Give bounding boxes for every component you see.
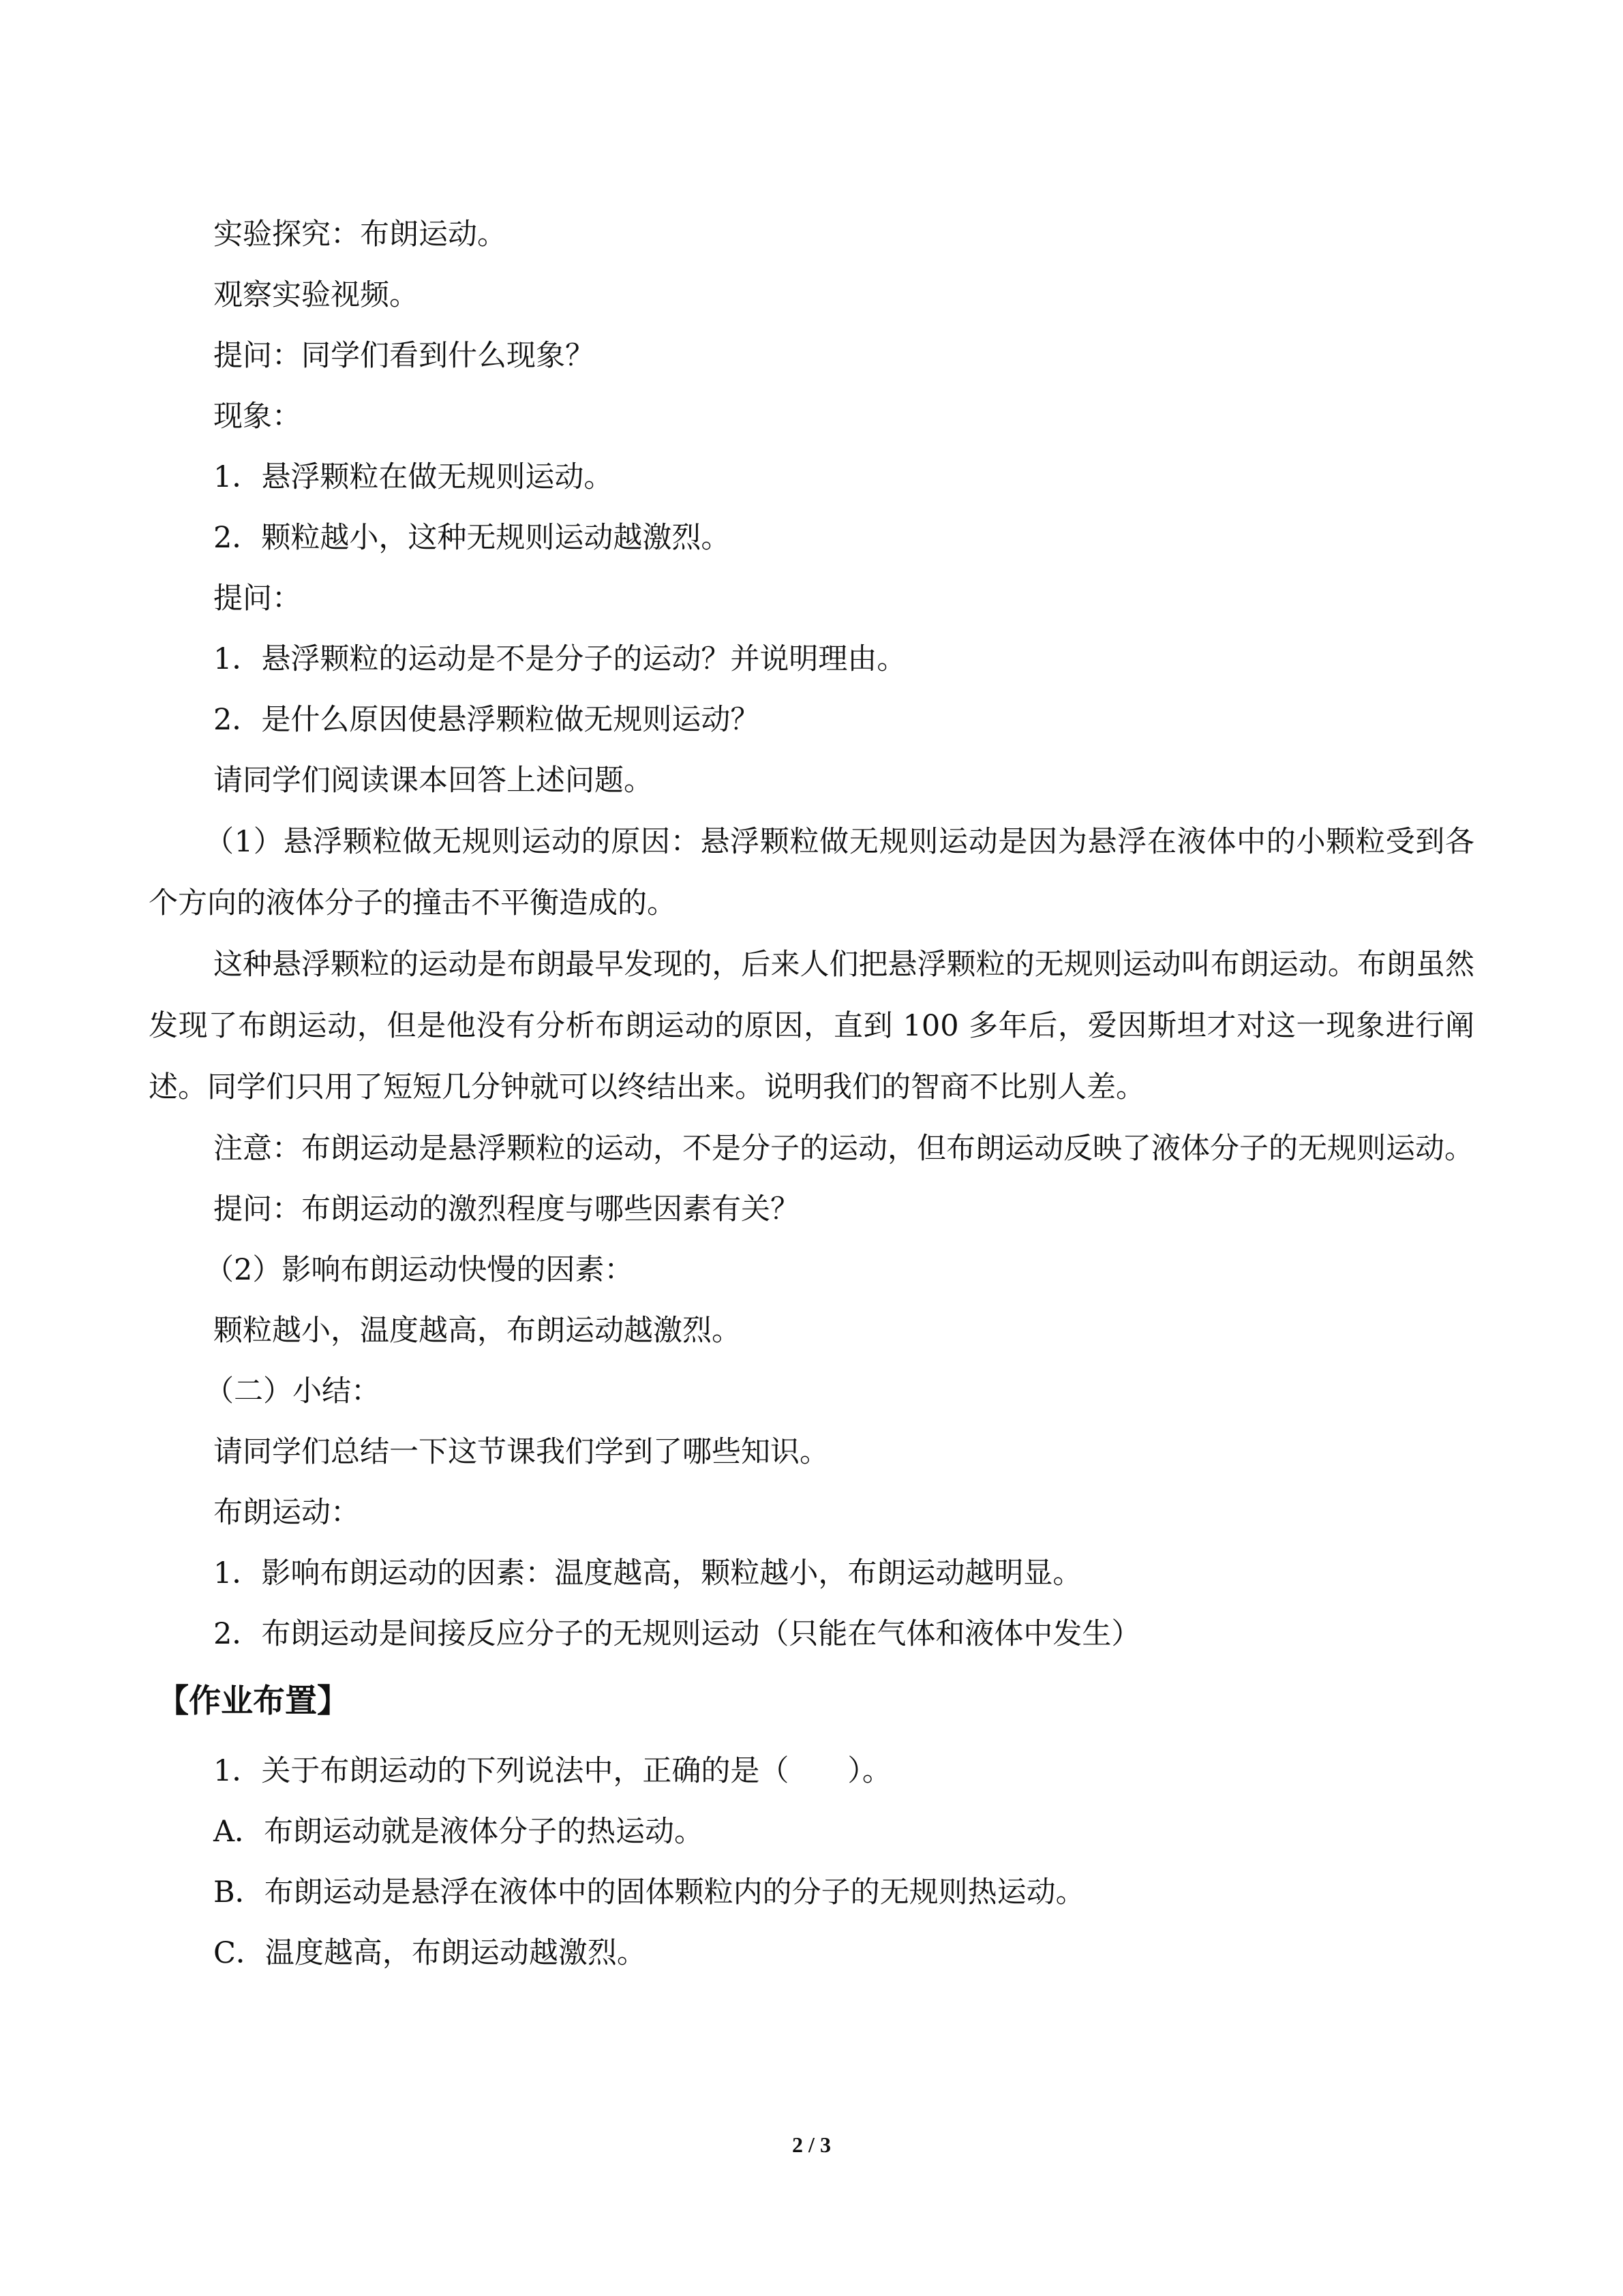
option-c: C．温度越高，布朗运动越激烈。 xyxy=(213,1936,646,1970)
page-number: 2 / 3 xyxy=(792,2132,831,2157)
list-item: 2．布朗运动是间接反应分子的无规则运动（只能在气体和液体中发生） xyxy=(213,1617,1141,1651)
question-line: 提问：布朗运动的激烈程度与哪些因素有关？ xyxy=(213,1192,800,1226)
summary-heading: （二）小结： xyxy=(204,1374,380,1408)
list-item: 1．悬浮颗粒的运动是不是分子的运动？并说明理由。 xyxy=(213,642,907,676)
paragraph-note: 注意：布朗运动是悬浮颗粒的运动，不是分子的运动，但布朗运动反映了液体分子的无规则运动。 xyxy=(213,1132,1474,1166)
homework-heading: 【作业布置】 xyxy=(157,1682,349,1720)
question-line: 提问： xyxy=(213,581,301,616)
text-line: 观察实验视频。 xyxy=(213,278,419,312)
homework-question: 1．关于布朗运动的下列说法中，正确的是（ ）。 xyxy=(213,1754,892,1788)
document-body xyxy=(149,205,1474,1984)
option-a: A．布朗运动就是液体分子的热运动。 xyxy=(213,1815,704,1849)
text-line: 布朗运动： xyxy=(213,1496,360,1530)
option-b: B．布朗运动是悬浮在液体中的固体颗粒内的分子的无规则热运动。 xyxy=(213,1875,1085,1909)
list-item: 2．颗粒越小，这种无规则运动越激烈。 xyxy=(213,521,731,555)
list-item: 1．悬浮颗粒在做无规则运动。 xyxy=(213,460,613,494)
text-line: （2）影响布朗运动快慢的因素： xyxy=(204,1253,634,1287)
text-line: 请同学们阅读课本回答上述问题。 xyxy=(213,764,653,798)
text-line: 现象： xyxy=(213,399,301,434)
list-item: 2．是什么原因使悬浮颗粒做无规则运动？ xyxy=(213,703,760,737)
text-line: 请同学们总结一下这节课我们学到了哪些知识。 xyxy=(213,1435,829,1469)
text-line: 颗粒越小，温度越高，布朗运动越激烈。 xyxy=(213,1314,741,1348)
experiment-heading: 实验探究：布朗运动。 xyxy=(213,217,506,252)
question-line: 提问：同学们看到什么现象？ xyxy=(213,339,594,373)
paragraph-cause: （1）悬浮颗粒做无规则运动的原因：悬浮颗粒做无规则运动是因为悬浮在液体中的小颗粒受到各个方向的液体分子的撞击不平衡造成的。 xyxy=(149,825,1474,920)
paragraph-history: 这种悬浮颗粒的运动是布朗最早发现的，后来人们把悬浮颗粒的无规则运动叫布朗运动。布朗虽然发现了布朗运动，但是他没有分析布朗运动的原因，直到 100 多年后，爱因斯坦才对这一现象进行阐述。同学们只用了短短几分钟就可以终结出来。说明我们的智商不比别人差。 xyxy=(149,948,1474,1104)
list-item: 1．影响布朗运动的因素：温度越高，颗粒越小，布朗运动越明显。 xyxy=(213,1556,1082,1590)
